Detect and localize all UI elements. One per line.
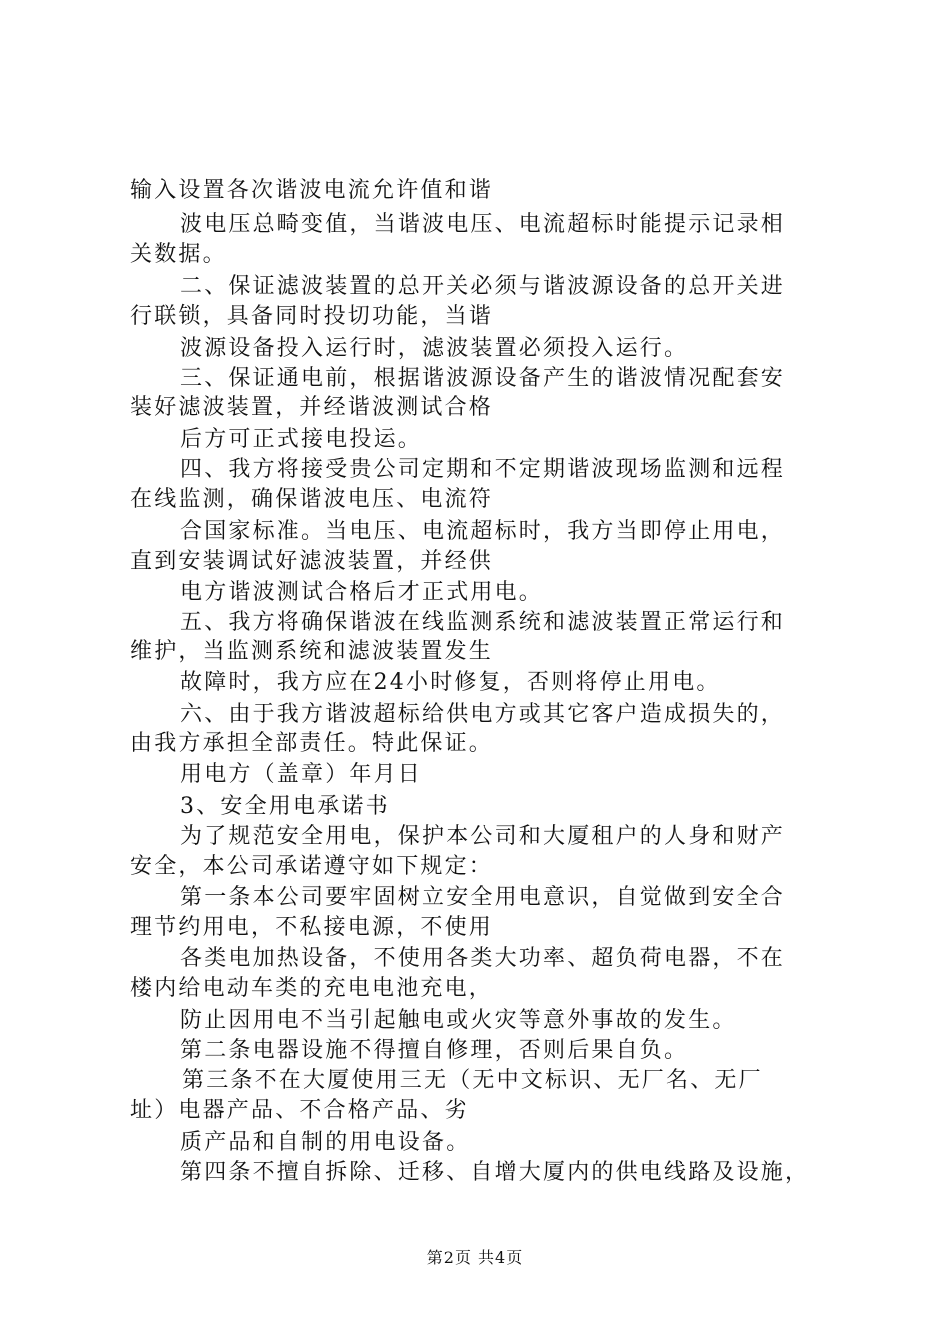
text-line-4: 二、保证滤波装置的总开关必须与谐波源设备的总开关进: [180, 274, 786, 299]
text-line-8: 装好滤波装置，并经谐波测试合格: [130, 395, 494, 420]
text-line-31: 址）电器产品、不合格产品、劣: [130, 1098, 469, 1123]
text-line-17: 故障时，我方应在24小时修复，否则将停止用电。: [180, 670, 721, 695]
text-line-6: 波源设备投入运行时，滤波装置必须投入运行。: [180, 336, 689, 361]
text-line-10: 四、我方将接受贵公司定期和不定期谐波现场监测和远程: [180, 457, 786, 482]
text-line-11: 在线监测，确保谐波电压、电流符: [130, 487, 494, 512]
text-line-20: 用电方（盖章）年月日: [180, 762, 423, 787]
text-line-14: 电方谐波测试合格后才正式用电。: [180, 580, 544, 605]
text-line-23: 安全，本公司承诺遵守如下规定：: [130, 854, 494, 879]
text-line-29: 第二条电器设施不得擅自修理，否则后果自负。: [180, 1038, 689, 1063]
text-line-26: 各类电加热设备，不使用各类大功率、超负荷电器，不在: [180, 946, 786, 971]
text-line-32: 质产品和自制的用电设备。: [180, 1130, 471, 1155]
text-line-24: 第一条本公司要牢固树立安全用电意识，自觉做到安全合: [180, 885, 786, 910]
text-line-15: 五、我方将确保谐波在线监测系统和滤波装置正常运行和: [180, 610, 786, 635]
text-line-16: 维护，当监测系统和滤波装置发生: [130, 639, 494, 664]
text-line-9: 后方可正式接电投运。: [180, 427, 423, 452]
text-line-30: 第三条不在大厦使用三无（无中文标识、无厂名、无厂: [182, 1068, 763, 1093]
text-line-22: 为了规范安全用电，保护本公司和大厦租户的人身和财产: [180, 824, 786, 849]
text-line-7: 三、保证通电前，根据谐波源设备产生的谐波情况配套安: [180, 366, 786, 391]
text-line-25: 理节约用电，不私接电源，不使用: [130, 915, 494, 940]
page-number-footer: 第2页 共4页: [426, 1248, 524, 1267]
text-line-21: 3、安全用电承诺书: [180, 794, 390, 819]
text-line-18: 六、由于我方谐波超标给供电方或其它客户造成损失的，: [180, 702, 786, 727]
text-line-28: 防止因用电不当引起触电或火灾等意外事故的发生。: [180, 1008, 737, 1033]
text-line-1: 输入设置各次谐波电流允许值和谐: [130, 178, 494, 203]
text-line-33: 第四条不擅自拆除、迁移、自增大厦内的供电线路及设施，: [180, 1160, 810, 1185]
text-line-13: 直到安装调试好滤波装置，并经供: [130, 549, 494, 574]
text-line-5: 行联锁，具备同时投切功能，当谐: [130, 304, 494, 329]
text-line-2: 波电压总畸变值，当谐波电压、电流超标时能提示记录相: [180, 212, 786, 237]
text-line-12: 合国家标准。当电压、电流超标时，我方当即停止用电，: [180, 519, 786, 544]
text-line-3: 关数据。: [130, 242, 227, 267]
text-line-19: 由我方承担全部责任。特此保证。: [130, 731, 494, 756]
text-line-27: 楼内给电动车类的充电电池充电，: [130, 976, 494, 1001]
